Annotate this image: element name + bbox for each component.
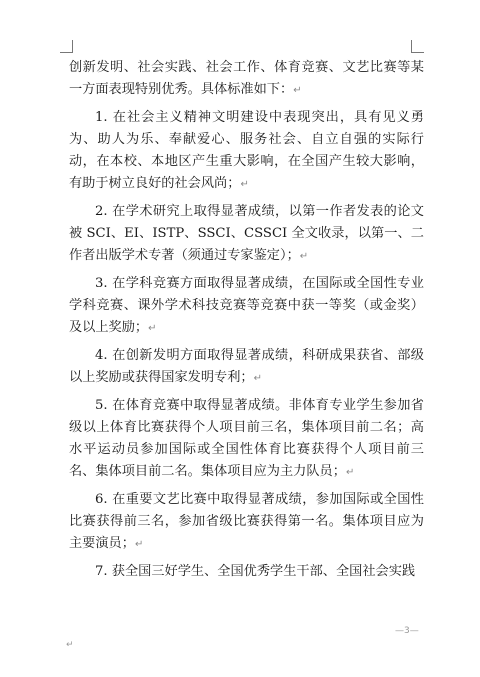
paragraph-text: 2. 在学术研究上取得显著成绩，以第一作者发表的论文被 SCI、EI、ISTP、SSCI、CSSCI 全文收录，以第一、二作者出版学术专著（须通过专家鉴定）； <box>69 204 424 263</box>
page-number: —3— <box>395 626 419 636</box>
paragraph-text: 1. 在社会主义精神文明建设中表现突出，具有见义勇为、助人为乐、奉献爱心、服务社会、自立自强的实际行动，在本校、本地区产生重大影响，在全国产生较大影响，有助于树立良好的社会风尚； <box>69 110 424 191</box>
paragraph-text: 7. 获全国三好学生、全国优秀学生干部、全国社会实践 <box>95 564 416 579</box>
paragraph-text: 创新发明、社会实践、社会工作、体育竞赛、文艺比赛等某一方面表现特别优秀。具体标准如下： <box>69 60 424 97</box>
paragraph-text: 6. 在重要文艺比赛中取得显著成绩，参加国际或全国性比赛获得前三名，参加省级比赛获得第一名。集体项目应为主要演员； <box>69 492 424 551</box>
paragraph-mark-icon: ↵ <box>240 179 249 190</box>
paragraph-7 <box>69 489 424 556</box>
paragraph-2 <box>69 107 424 196</box>
paragraph-5 <box>69 345 424 390</box>
paragraph-1 <box>69 57 424 102</box>
paragraph-8 <box>69 561 424 583</box>
paragraph-mark-icon: ↵ <box>148 323 157 334</box>
paragraph-mark-icon: ↵ <box>299 251 309 262</box>
paragraph-6 <box>69 395 424 484</box>
paragraph-mark-icon: ↵ <box>253 373 263 384</box>
paragraph-mark-icon: ↵ <box>293 85 302 96</box>
paragraph-mark-icon: ↵ <box>134 539 144 550</box>
margin-corner-top-right <box>411 40 424 53</box>
paragraph-mark-icon: ↵ <box>345 467 355 478</box>
paragraph-3 <box>69 201 424 268</box>
paragraph-text: 3. 在学科竞赛方面取得显著成绩，在国际或全国性专业学科竞赛、课外学术科技竞赛等竞赛中获一等奖（或金奖）及以上奖励； <box>69 276 424 335</box>
margin-corner-top-left <box>60 40 73 53</box>
paragraph-text: 4. 在创新发明方面取得显著成绩，科研成果获省、部级以上奖励或获得国家发明专利； <box>69 348 424 385</box>
document-body <box>69 57 424 588</box>
paragraph-4 <box>69 273 424 340</box>
footer-paragraph-mark: ↵ <box>66 640 74 650</box>
paragraph-text: 5. 在体育竞赛中取得显著成绩。非体育专业学生参加省级以上体育比赛获得个人项目前三名，集体项目前二名；高水平运动员参加国际或全国性体育比赛获得个人项目前三名、集体项目前二名。集体项目应为主力队员； <box>69 398 424 479</box>
